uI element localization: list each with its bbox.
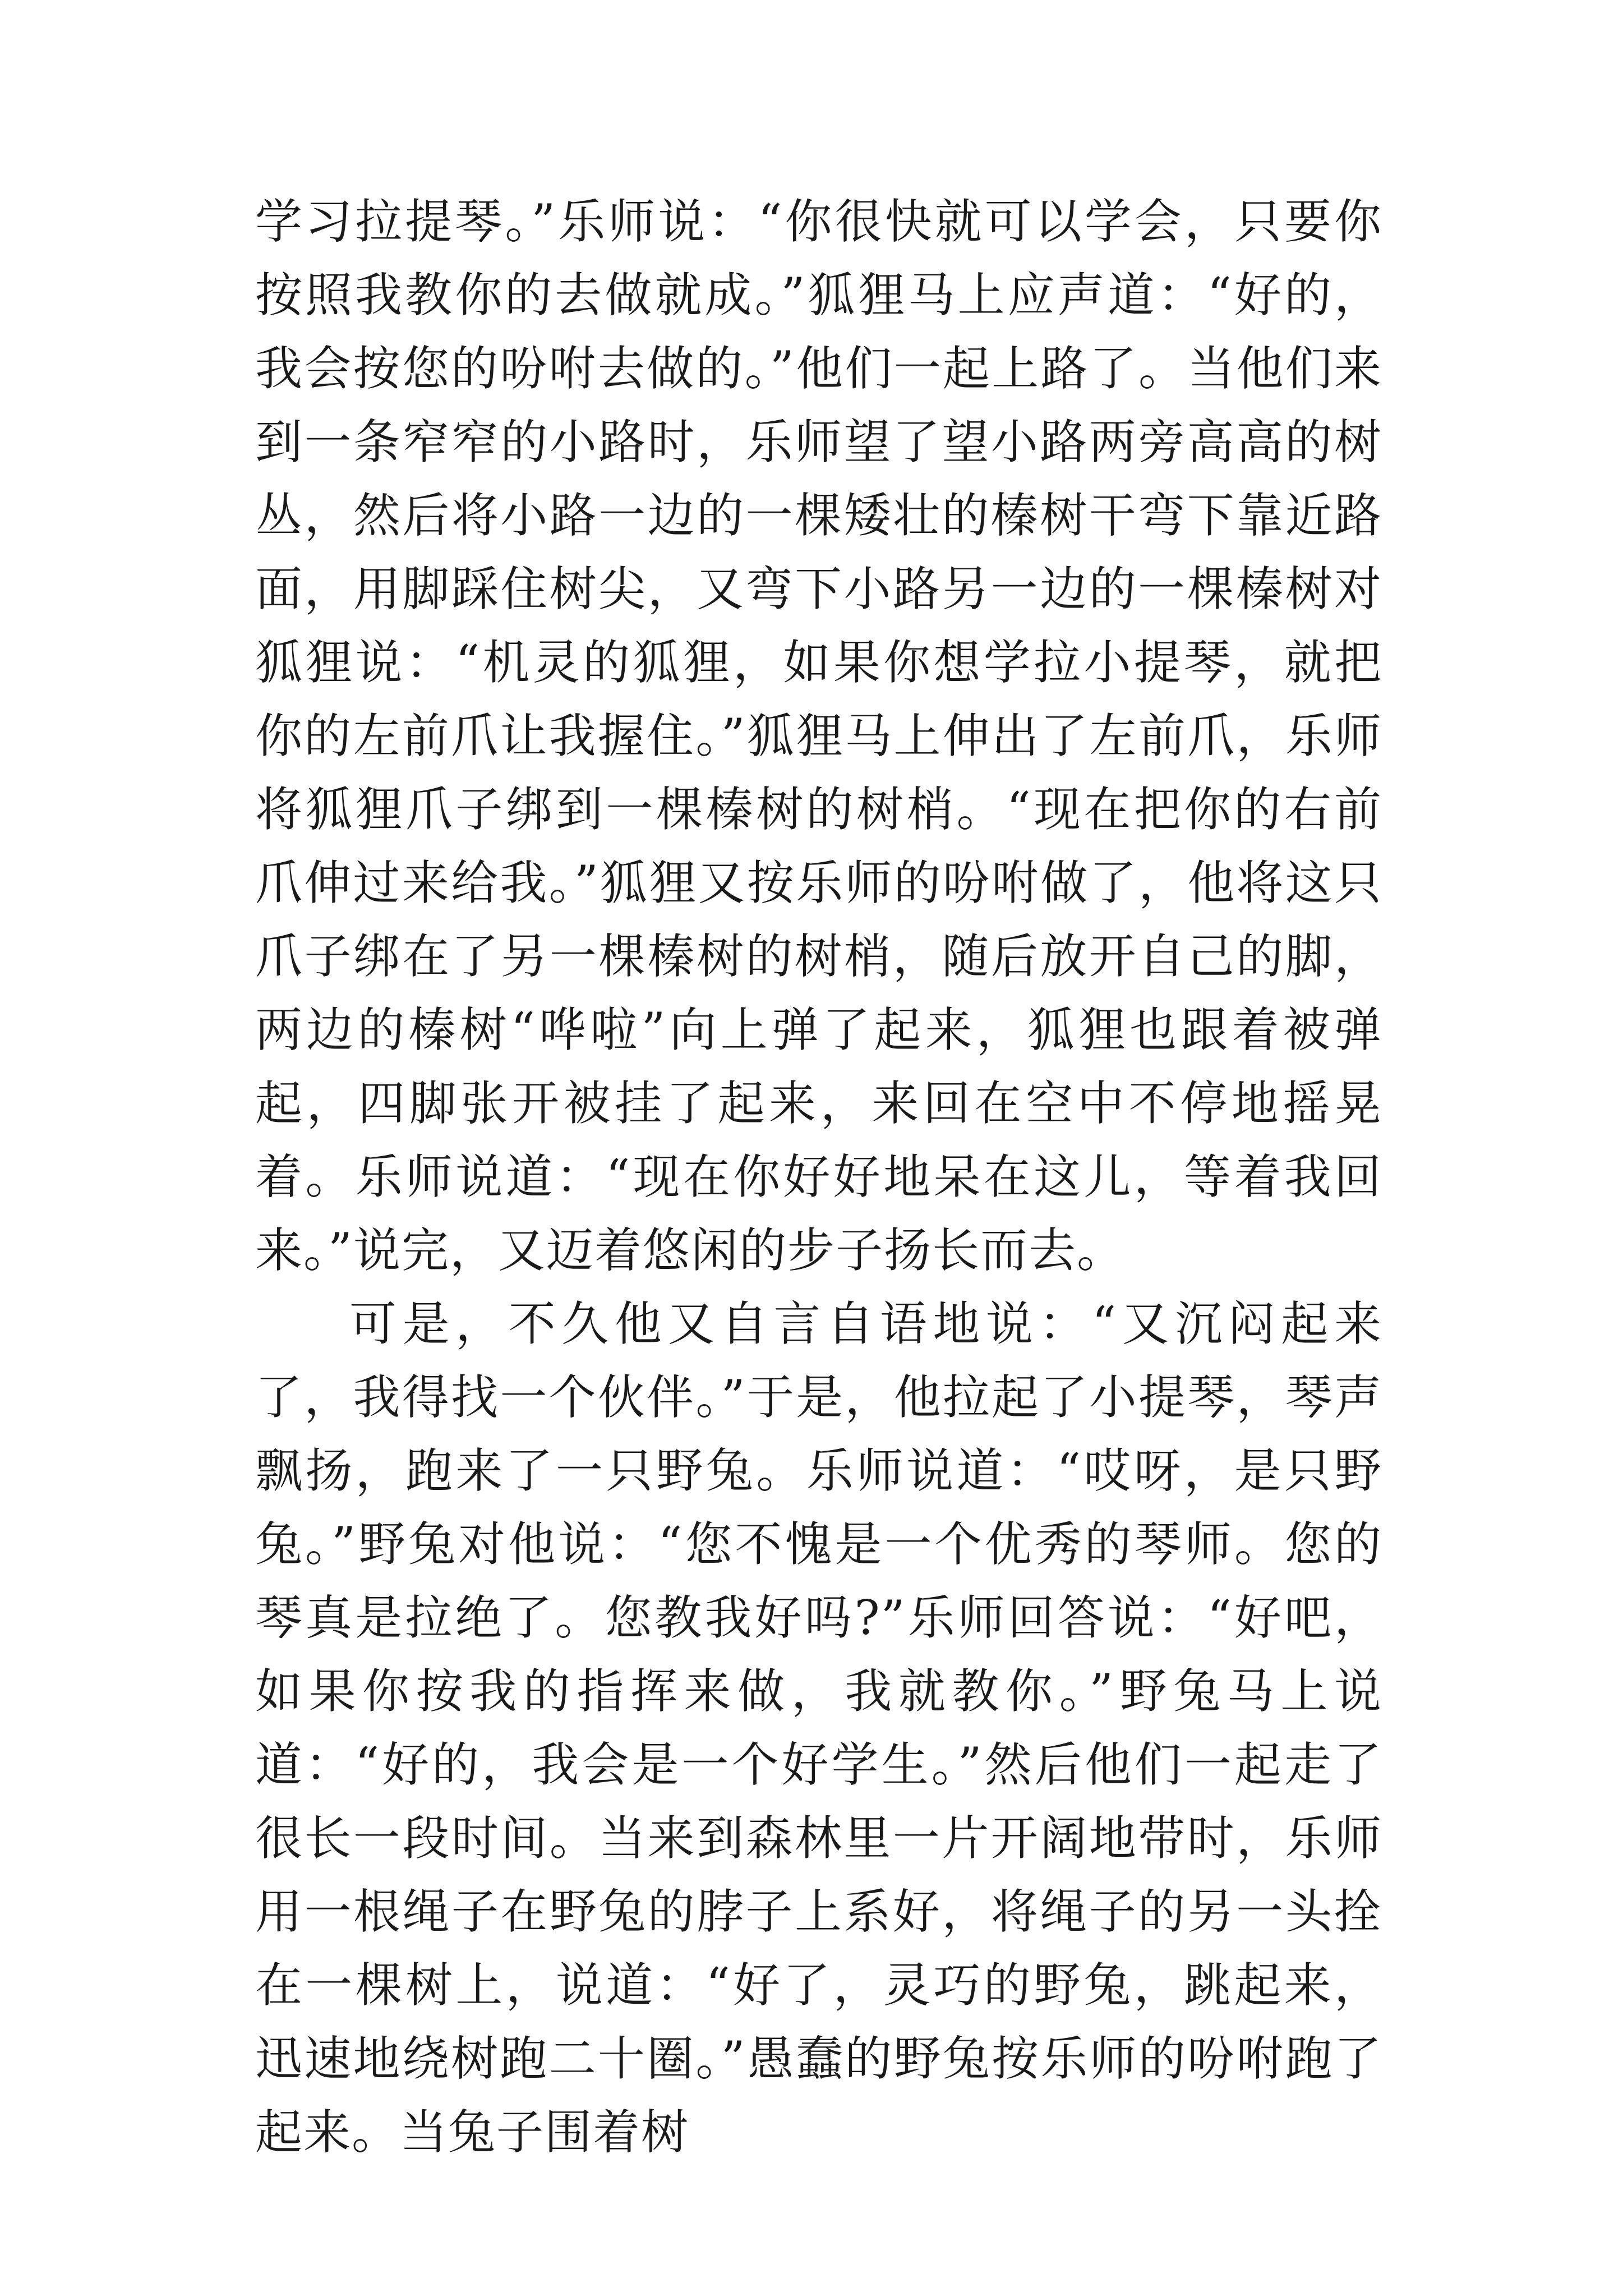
paragraph-1: 学习拉提琴。”乐师说：“你很快就可以学会，只要你按照我教你的去做就成。”狐狸马上应声道：“好的，我会按您的吩咐去做的。”他们一起上路了。当他们来到一条窄窄的小路时，乐师望了望小路两旁高高的树丛，然后将小路一边的一棵矮壮的榛树干弯下靠近路面，用脚踩住树尖，又弯下小路另一边的一棵榛树对狐狸说：“机灵的狐狸，如果你想学拉小提琴，就把你的左前爪让我握住。”狐狸马上伸出了左前爪，乐师将狐狸爪子绑到一棵榛树的树梢。“现在把你的右前爪伸过来给我。”狐狸又按乐师的吩咐做了，他将这只爪子绑在了另一棵榛树的树梢，随后放开自己的脚，两边的榛树“哗啦”向上弹了起来，狐狸也跟着被弹起，四脚张开被挂了起来，来回在空中不停地摇晃着。乐师说道：“现在你好好地呆在这儿，等着我回来。”说完，又迈着悠闲的步子扬长而去。 — [255, 194, 1382, 1278]
paragraph-2: 可是，不久他又自言自语地说：“又沉闷起来了，我得找一个伙伴。”于是，他拉起了小提琴，琴声飘扬，跑来了一只野兔。乐师说道：“哎呀，是只野兔。”野兔对他说：“您不愧是一个优秀的琴师。您的琴真是拉绝了。您教我好吗?”乐师回答说：“好吧，如果你按我的指挥来做，我就教你。”野兔马上说道：“好的，我会是一个好学生。”然后他们一起走了很长一段时间。当来到森林里一片开阔地带时，乐师用一根绳子在野兔的脖子上系好，将绳子的另一头拴在一棵树上，说道：“好了，灵巧的野兔，跳起来，迅速地绕树跑二十圈。”愚蠢的野兔按乐师的吩咐跑了起来。当兔子围着树 — [255, 1296, 1382, 2160]
body-text — [255, 185, 1382, 2169]
